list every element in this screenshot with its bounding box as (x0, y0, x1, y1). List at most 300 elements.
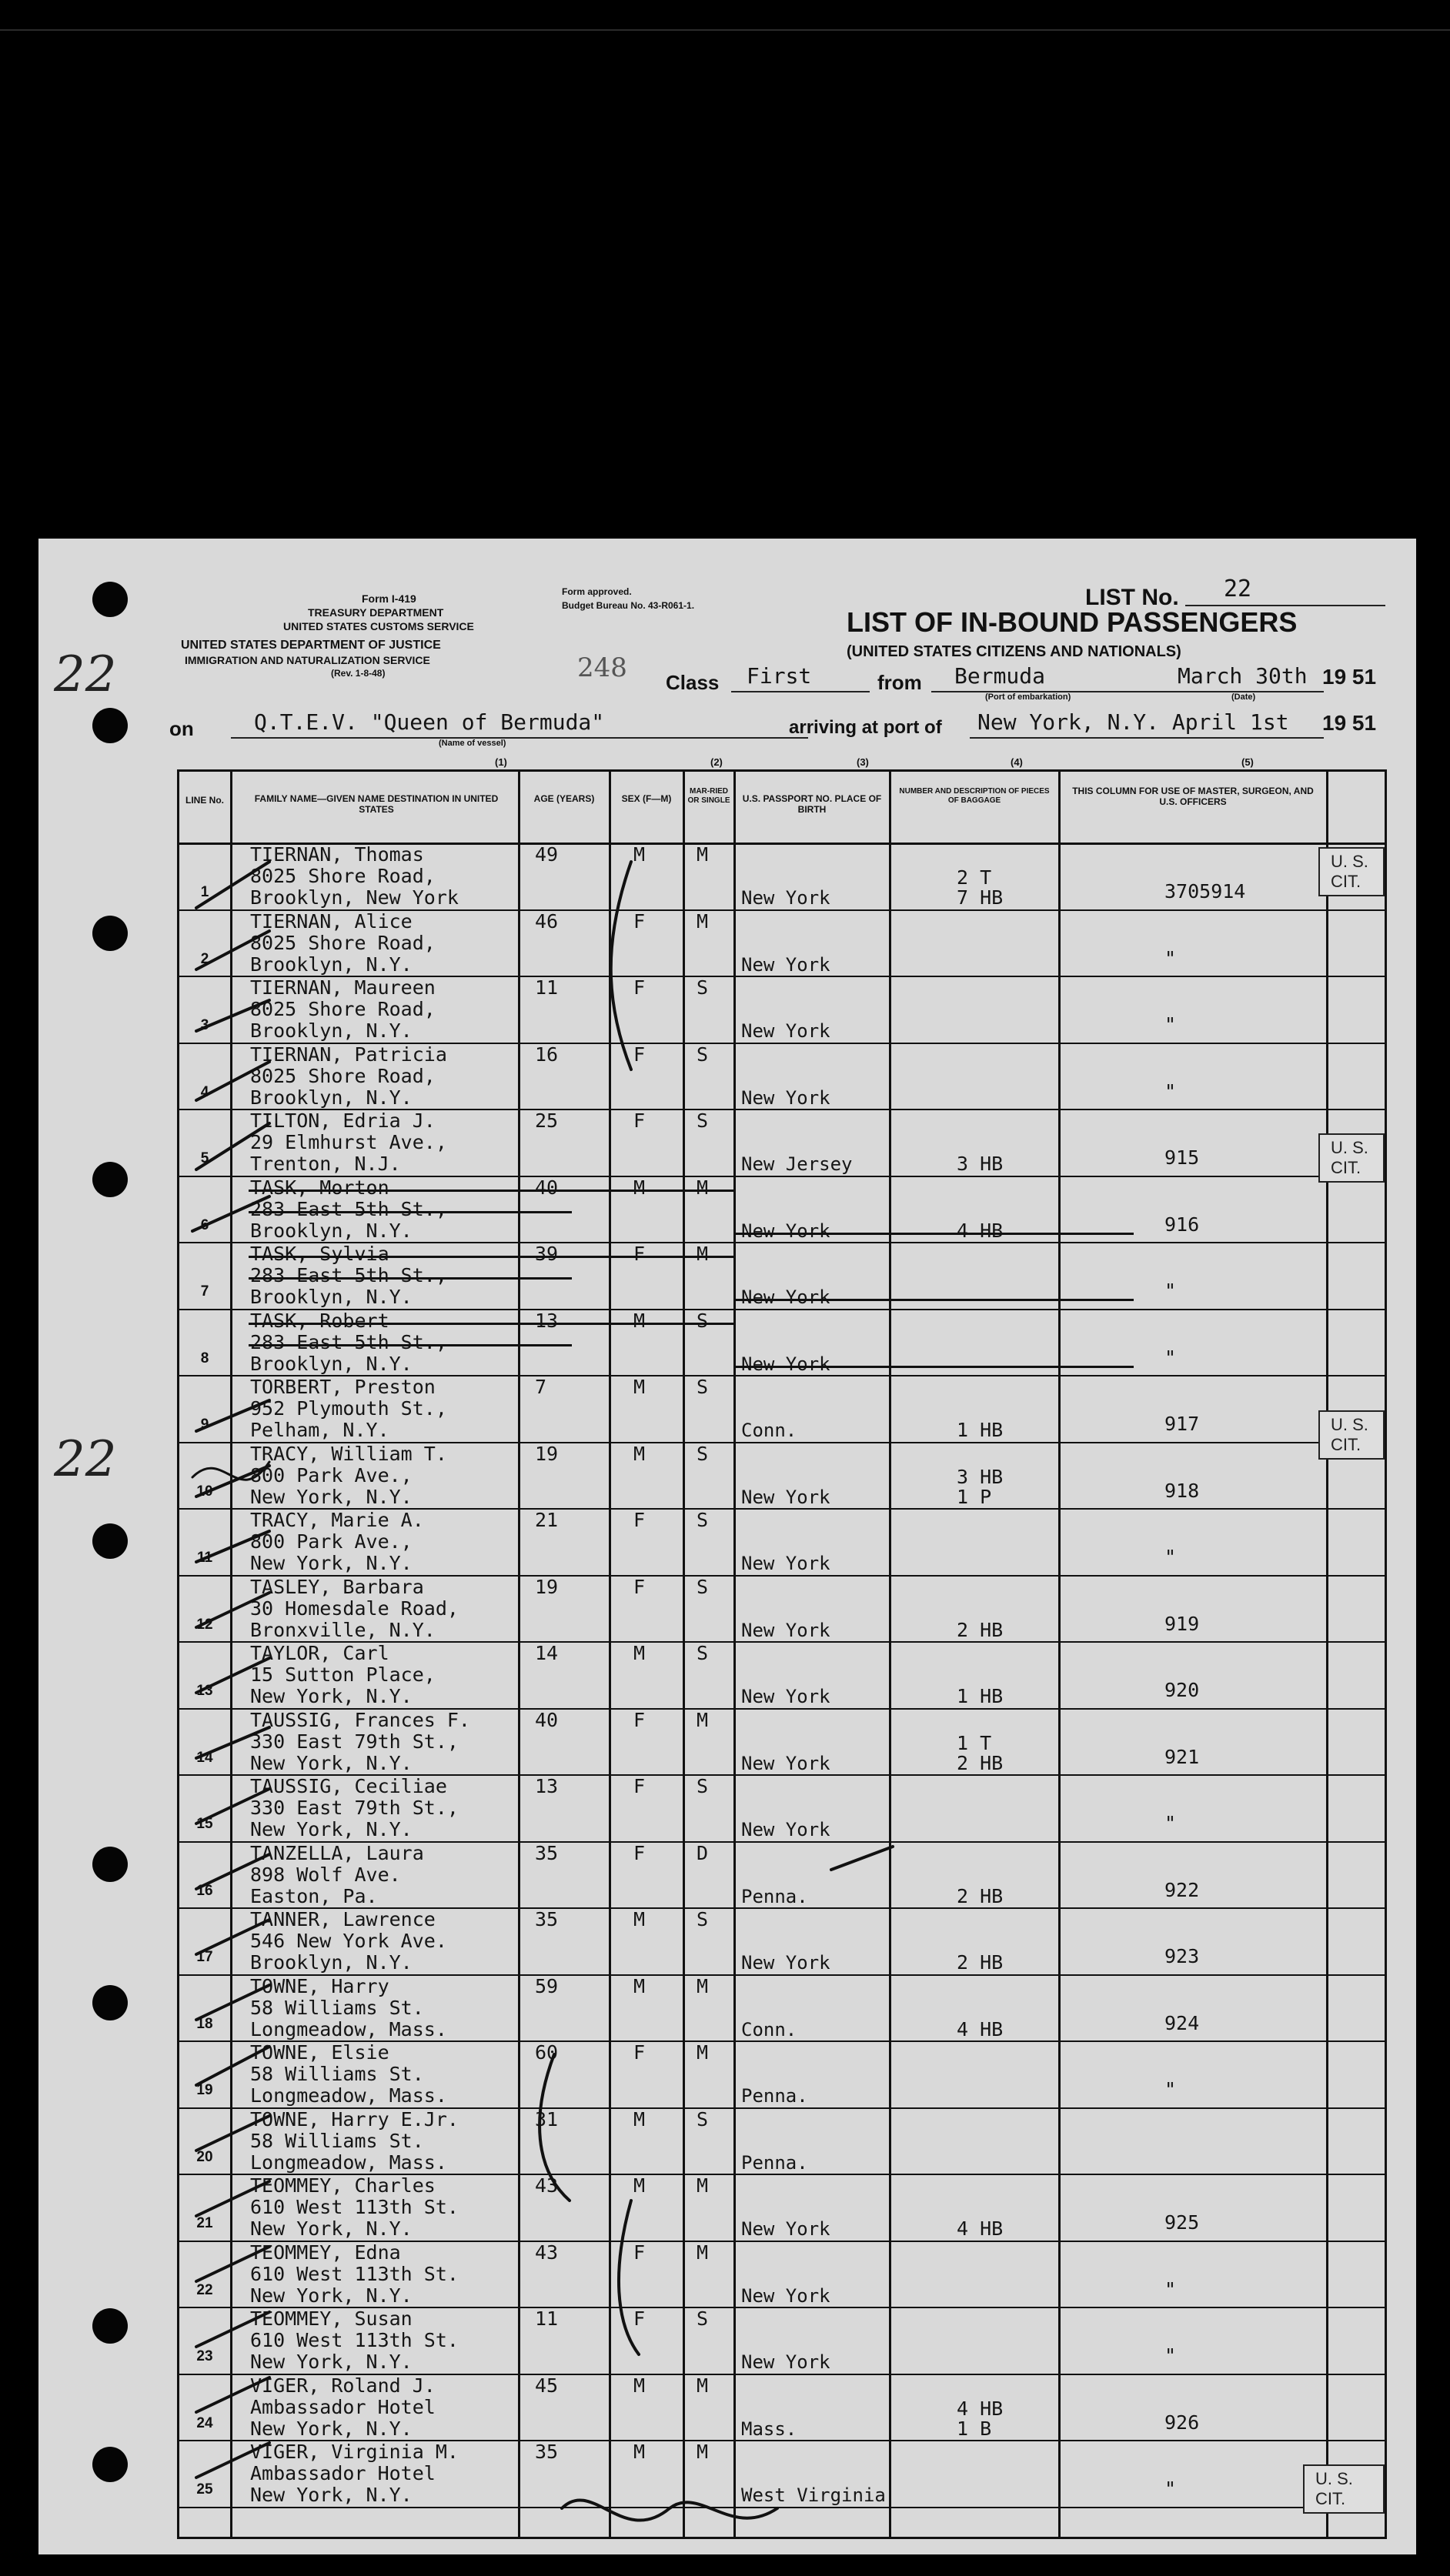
passenger-age: 35 (535, 2441, 559, 2463)
passenger-city: New York, N.Y. (250, 1751, 413, 1774)
from-value: Bermuda (954, 663, 1046, 689)
line-number: 13 (196, 1683, 213, 1699)
passenger-city: New York, N.Y. (250, 2484, 413, 2506)
passenger-marital: M (697, 2041, 709, 2064)
passenger-birthplace: Conn. (741, 2018, 797, 2040)
line-number: 9 (200, 1416, 209, 1433)
passenger-name: VIGER, Virginia M. (250, 2441, 459, 2463)
checkmark-icon (196, 2047, 269, 2085)
line-number: 25 (196, 2481, 213, 2498)
checkmark-icon (196, 2247, 269, 2281)
line-number: 8 (200, 1350, 209, 1366)
line-number: 15 (196, 1816, 213, 1832)
passenger-marital: M (697, 909, 709, 933)
passenger-age: 21 (535, 1509, 559, 1531)
passenger-sex: F (633, 1841, 646, 1864)
passenger-age: 11 (535, 2307, 559, 2330)
vessel-caption: (Name of vessel) (439, 739, 506, 748)
passenger-age: 49 (535, 843, 559, 866)
margin-note: 22 (54, 1431, 117, 1488)
passenger-street: 58 Williams St. (250, 2063, 424, 2085)
passenger-city: Brooklyn, N.Y. (250, 953, 413, 976)
passenger-street: 58 Williams St. (250, 1996, 424, 2019)
passenger-street: 8025 Shore Road, (250, 865, 436, 887)
officer-entry: " (1164, 1079, 1177, 1103)
list-no-label: LIST No. (1085, 585, 1179, 610)
baggage-line-2: 4 HB (957, 2017, 1004, 2040)
checkmark-icon (192, 1196, 269, 1231)
passenger-name: TASK, Morton (250, 1176, 389, 1199)
passenger-name: VIGER, Roland J. (250, 2374, 436, 2397)
column-number: (4) (1011, 756, 1023, 768)
passenger-street: 283 East 5th St., (250, 1197, 447, 1220)
passenger-marital: M (697, 1974, 709, 1997)
list-subtitle: (UNITED STATES CITIZENS AND NATIONALS) (847, 643, 1181, 660)
passenger-age: 13 (535, 1775, 559, 1797)
line-number: 23 (196, 2348, 213, 2364)
list-title: LIST OF IN-BOUND PASSENGERS (847, 606, 1298, 638)
passenger-age: 14 (535, 1642, 559, 1664)
passenger-sex: F (633, 1708, 646, 1731)
baggage-line-2: 2 HB (957, 1618, 1004, 1641)
officer-entry: 917 (1164, 1413, 1200, 1435)
passenger-name: TASK, Robert (250, 1309, 389, 1332)
passenger-marital: M (697, 2441, 709, 2463)
passenger-name: TANNER, Lawrence (250, 1908, 436, 1930)
passenger-age: 19 (535, 1575, 559, 1598)
passenger-city: New York, N.Y. (250, 1552, 413, 1574)
passenger-sex: F (633, 1043, 646, 1066)
passenger-birthplace: New York (741, 2218, 830, 2240)
passenger-city: Brooklyn, N.Y. (250, 1951, 413, 1974)
passenger-street: 952 Plymouth St., (250, 1397, 447, 1420)
passenger-name: TAUSSIG, Frances F. (250, 1708, 470, 1731)
col-head-name: FAMILY NAME—GIVEN NAME DESTINATION IN UNITED STATES (254, 793, 499, 815)
checkmark-icon (196, 1727, 269, 1758)
vessel-name: Q.T.E.V. "Queen of Bermuda" (254, 709, 605, 735)
passenger-marital: M (697, 2374, 709, 2397)
baggage-line-1: 3 HB (957, 1465, 1004, 1488)
passenger-street: 15 Sutton Place, (250, 1663, 436, 1686)
passenger-sex: F (633, 1509, 646, 1531)
passenger-marital: S (697, 1376, 709, 1398)
passenger-birthplace: New York (741, 1353, 830, 1375)
passenger-sex: M (633, 2374, 646, 2397)
passenger-city: Brooklyn, N.Y. (250, 1019, 413, 1042)
col-head-sex: SEX (F—M) (621, 793, 672, 804)
bracket-mark (619, 2201, 639, 2354)
officer-entry: 3705914 (1164, 880, 1246, 903)
officer-entry: " (1164, 1346, 1177, 1369)
passenger-age: 43 (535, 2241, 559, 2264)
passenger-marital: M (697, 1176, 709, 1199)
officer-entry: 920 (1164, 1679, 1200, 1701)
passenger-sex: F (633, 976, 646, 999)
signature-scrawl (562, 2500, 777, 2520)
passenger-age: 40 (535, 1176, 559, 1199)
handwritten-marks (38, 539, 1416, 2554)
passenger-sex: M (633, 1642, 646, 1664)
passenger-street: 29 Elmhurst Ave., (250, 1131, 447, 1153)
passenger-city: Trenton, N.J. (250, 1153, 401, 1175)
line-number: 18 (196, 2015, 213, 2032)
officer-entry: 915 (1164, 1146, 1200, 1169)
officer-entry: 921 (1164, 1745, 1200, 1768)
passenger-name: TOWNE, Harry (250, 1974, 389, 1997)
passenger-birthplace: Conn. (741, 1420, 797, 1441)
us-citizen-stamp: U. S. CIT. (1318, 1133, 1385, 1183)
passenger-age: 35 (535, 1841, 559, 1864)
passenger-name: TASK, Sylvia (250, 1243, 389, 1265)
passenger-street: 283 East 5th St., (250, 1330, 447, 1353)
passenger-birthplace: New York (741, 1286, 830, 1308)
passenger-marital: M (697, 2174, 709, 2197)
passenger-birthplace: New York (741, 1819, 830, 1840)
passenger-sex: M (633, 843, 646, 866)
passenger-birthplace: New York (741, 953, 830, 976)
passenger-sex: F (633, 1775, 646, 1797)
class-value: First (747, 663, 812, 689)
arriving-label: arriving at port of (789, 717, 942, 738)
passenger-city: New York, N.Y. (250, 2217, 413, 2240)
passenger-marital: S (697, 976, 709, 999)
checkmark-icon (196, 2312, 269, 2347)
passenger-street: 898 Wolf Ave. (250, 1863, 401, 1886)
line-number: 7 (200, 1283, 209, 1300)
passenger-birthplace: New York (741, 1486, 830, 1508)
passenger-age: 25 (535, 1109, 559, 1132)
baggage-line-2: 4 HB (957, 2217, 1004, 2240)
passenger-birthplace: Mass. (741, 2418, 797, 2440)
passenger-city: Brooklyn, N.Y. (250, 1286, 413, 1308)
line-number: 5 (200, 1150, 209, 1166)
officer-entry: " (1164, 1280, 1177, 1302)
line-number: 17 (196, 1949, 213, 1965)
us-citizen-stamp: U. S. CIT. (1303, 2464, 1385, 2514)
us-citizen-stamp: U. S. CIT. (1318, 1410, 1385, 1460)
passenger-city: New York, N.Y. (250, 2284, 413, 2307)
passenger-street: 330 East 79th St., (250, 1797, 459, 1819)
passenger-street: 330 East 79th St., (250, 1730, 459, 1753)
passenger-age: 35 (535, 1908, 559, 1930)
passenger-marital: M (697, 843, 709, 866)
passenger-name: TASLEY, Barbara (250, 1575, 424, 1598)
passenger-marital: S (697, 1908, 709, 1930)
officer-entry: " (1164, 946, 1177, 969)
checkmark-icon (196, 2181, 269, 2216)
checkmark-icon (196, 2443, 269, 2478)
passenger-birthplace: Penna. (741, 1885, 808, 1907)
passenger-name: TIERNAN, Thomas (250, 843, 424, 866)
passenger-marital: S (697, 2107, 709, 2131)
passenger-street: Ambassador Hotel (250, 2462, 436, 2484)
passenger-sex: M (633, 1176, 646, 1199)
agency-line-2: UNITED STATES CUSTOMS SERVICE (283, 620, 474, 632)
passenger-street: 610 West 113th St. (250, 2329, 459, 2351)
passenger-birthplace: New York (741, 2284, 830, 2307)
line-number: 22 (196, 2281, 213, 2298)
passenger-name: TILTON, Edria J. (250, 1109, 436, 1132)
stamp-number: 248 (577, 652, 627, 683)
baggage-line-2: 1 HB (957, 1685, 1004, 1707)
passenger-birthplace: New York (741, 2351, 830, 2373)
passenger-name: TEOMMEY, Susan (250, 2307, 413, 2330)
bracket-mark (540, 2054, 570, 2201)
checkmark-icon (196, 1854, 269, 1889)
passenger-city: New York, N.Y. (250, 1485, 413, 1508)
checkmark-icon (196, 1466, 269, 1497)
officer-entry: 919 (1164, 1612, 1200, 1635)
passenger-name: TEOMMEY, Charles (250, 2174, 436, 2197)
baggage-line-2: 2 HB (957, 1751, 1004, 1774)
passenger-birthplace: New York (741, 1020, 830, 1042)
depart-date: March 30th (1178, 663, 1308, 689)
passenger-city: Easton, Pa. (250, 1884, 378, 1907)
passenger-marital: M (697, 2241, 709, 2264)
col-head-passport: U.S. PASSPORT NO. PLACE OF BIRTH (742, 793, 882, 815)
passenger-age: 59 (535, 1974, 559, 1997)
margin-note: 22 (54, 646, 117, 703)
passenger-birthplace: New York (741, 1752, 830, 1774)
officer-entry: 916 (1164, 1213, 1200, 1236)
officer-entry: 923 (1164, 1945, 1200, 1967)
officer-entry: 922 (1164, 1878, 1200, 1901)
passenger-birthplace: Penna. (741, 2085, 808, 2107)
agency-line-3: UNITED STATES DEPARTMENT OF JUSTICE (181, 639, 441, 652)
passenger-city: Brooklyn, N.Y. (250, 1219, 413, 1242)
passenger-marital: S (697, 1642, 709, 1664)
baggage-line-2: 3 HB (957, 1153, 1004, 1175)
passenger-age: 11 (535, 976, 559, 999)
checkmark-icon (196, 1123, 269, 1170)
passenger-name: TRACY, William T. (250, 1442, 447, 1465)
checkmark-icon (196, 1062, 269, 1100)
bracket-mark (611, 862, 631, 1069)
passenger-street: 283 East 5th St., (250, 1264, 447, 1286)
checkmark-icon (196, 1531, 269, 1562)
passenger-street: 30 Homesdale Road, (250, 1597, 459, 1620)
passenger-marital: S (697, 1575, 709, 1598)
passenger-name: TIERNAN, Maureen (250, 976, 436, 999)
baggage-line-2: 1 B (957, 2417, 992, 2440)
port-embarkation-caption: (Port of embarkation) (985, 692, 1071, 702)
passenger-age: 31 (535, 2107, 559, 2131)
passenger-birthplace: New York (741, 1619, 830, 1641)
checkmark-icon (196, 1400, 269, 1431)
col-head-line-no: LINE No. (185, 795, 224, 806)
passenger-street: 8025 Shore Road, (250, 1064, 436, 1087)
col-head-baggage: NUMBER AND DESCRIPTION OF PIECES OF BAGGAGE (899, 787, 1050, 805)
passenger-sex: F (633, 909, 646, 933)
approval-line-2: Budget Bureau No. 43-R061-1. (562, 600, 695, 611)
checkmark-icon (196, 1593, 269, 1627)
passenger-age: 43 (535, 2174, 559, 2197)
checkmark-icon (196, 1920, 269, 1954)
passenger-sex: F (633, 2041, 646, 2064)
line-number: 2 (200, 950, 209, 967)
passenger-birthplace: New Jersey (741, 1153, 853, 1175)
line-number: 12 (196, 1616, 213, 1633)
col-head-age: AGE (YEARS) (533, 793, 595, 804)
passenger-marital: D (697, 1841, 709, 1864)
passenger-sex: F (633, 2307, 646, 2330)
line-number: 14 (196, 1749, 213, 1766)
class-label: Class (666, 671, 720, 694)
passenger-birthplace: New York (741, 1086, 830, 1109)
baggage-line-2: 4 HB (957, 1219, 1004, 1242)
approval-line-1: Form approved. (562, 586, 632, 597)
officer-entry: " (1164, 1812, 1177, 1834)
passenger-name: TORBERT, Preston (250, 1376, 436, 1398)
col-head-officers: THIS COLUMN FOR USE OF MASTER, SURGEON, AND U.S. OFFICERS (1072, 786, 1314, 807)
line-number: 19 (196, 2082, 213, 2098)
passenger-city: New York, N.Y. (250, 1685, 413, 1707)
line-number: 10 (196, 1483, 213, 1500)
passenger-marital: S (697, 1509, 709, 1531)
officer-entry: 918 (1164, 1479, 1200, 1502)
passenger-sex: F (633, 1575, 646, 1598)
on-label: on (169, 717, 194, 740)
column-number: (5) (1241, 756, 1254, 768)
passenger-street: 8025 Shore Road, (250, 998, 436, 1020)
passenger-city: Bronxville, N.Y. (250, 1618, 436, 1641)
passenger-city: New York, N.Y. (250, 1818, 413, 1840)
form-number: Form I-419 (362, 592, 416, 605)
line-number: 3 (200, 1017, 209, 1033)
passenger-city: Brooklyn, New York (250, 886, 459, 909)
passenger-street: Ambassador Hotel (250, 2395, 436, 2418)
officer-entry: " (1164, 1546, 1177, 1568)
passenger-marital: S (697, 1109, 709, 1132)
passenger-city: Brooklyn, N.Y. (250, 1352, 413, 1375)
baggage-line-1: 4 HB (957, 2397, 1004, 2420)
passenger-city: Pelham, N.Y. (250, 1419, 389, 1441)
column-number: (3) (857, 756, 869, 768)
line-number: 21 (196, 2215, 213, 2231)
passenger-city: Longmeadow, Mass. (250, 2151, 447, 2174)
line-number: 20 (196, 2148, 213, 2165)
officer-entry: " (1164, 1013, 1177, 1036)
passenger-age: 16 (535, 1043, 559, 1066)
passenger-marital: S (697, 1775, 709, 1797)
baggage-line-2: 2 HB (957, 1951, 1004, 1974)
checkmark-icon (196, 1658, 269, 1693)
passenger-birthplace: New York (741, 887, 830, 909)
passenger-sex: M (633, 1974, 646, 1997)
us-citizen-stamp: U. S. CIT. (1318, 847, 1385, 896)
passenger-marital: M (697, 1243, 709, 1265)
passenger-sex: M (633, 1309, 646, 1332)
list-no-value: 22 (1224, 576, 1252, 602)
passenger-city: Brooklyn, N.Y. (250, 1086, 413, 1109)
officer-entry: " (1164, 2277, 1177, 2301)
pen-stroke (831, 1847, 893, 1870)
passenger-birthplace: New York (741, 1553, 830, 1574)
passenger-street: 610 West 113th St. (250, 2262, 459, 2285)
officer-entry: " (1164, 2078, 1177, 2101)
checkmark-icon (196, 1000, 269, 1031)
passenger-birthplace: New York (741, 1952, 830, 1974)
passenger-marital: S (697, 1309, 709, 1332)
passenger-name: TIERNAN, Alice (250, 909, 413, 933)
passenger-age: 19 (535, 1442, 559, 1465)
line-number: 11 (196, 1550, 213, 1566)
line-number: 24 (196, 2414, 213, 2431)
passenger-birthplace: Penna. (741, 2151, 808, 2174)
passenger-name: TIERNAN, Patricia (250, 1043, 447, 1066)
passenger-sex: M (633, 2107, 646, 2131)
passenger-name: TANZELLA, Laura (250, 1841, 424, 1864)
passenger-birthplace: New York (741, 1686, 830, 1707)
baggage-line-1: 2 T (957, 866, 992, 889)
passenger-age: 40 (535, 1708, 559, 1731)
from-label: from (877, 671, 922, 694)
passenger-age: 13 (535, 1309, 559, 1332)
depart-year: 19 51 (1322, 665, 1377, 689)
passenger-street: 610 West 113th St. (250, 2196, 459, 2218)
passenger-age: 60 (535, 2041, 559, 2064)
passenger-age: 45 (535, 2374, 559, 2397)
passenger-name: TOWNE, Harry E.Jr. (250, 2107, 459, 2131)
officer-entry: " (1164, 2478, 1177, 2500)
officer-entry: " (1164, 2344, 1177, 2367)
passenger-marital: S (697, 1043, 709, 1066)
passenger-street: 8025 Shore Road, (250, 931, 436, 954)
column-number: (2) (710, 756, 723, 768)
passenger-street: 800 Park Ave., (250, 1463, 413, 1487)
passenger-age: 7 (535, 1376, 547, 1398)
passenger-name: TOWNE, Elsie (250, 2041, 389, 2064)
passenger-name: TEOMMEY, Edna (250, 2241, 401, 2264)
passenger-city: Longmeadow, Mass. (250, 2017, 447, 2040)
line-number: 6 (200, 1216, 209, 1233)
passenger-city: New York, N.Y. (250, 2351, 413, 2373)
officer-entry: 925 (1164, 2211, 1200, 2234)
passenger-birthplace: West Virginia (741, 2484, 886, 2506)
passenger-name: TAYLOR, Carl (250, 1642, 389, 1664)
column-number: (1) (495, 756, 507, 768)
passenger-marital: S (697, 2307, 709, 2330)
passenger-name: TRACY, Marie A. (250, 1509, 424, 1531)
line-number: 16 (196, 1882, 213, 1899)
officer-entry: 926 (1164, 2411, 1200, 2434)
top-scan-edge (0, 29, 1450, 31)
checkmark-icon (196, 2116, 269, 2151)
checkmark-icon (196, 862, 269, 908)
arrival-year: 19 51 (1322, 711, 1377, 735)
date-caption: (Date) (1231, 692, 1256, 702)
baggage-line-2: 1 HB (957, 1419, 1004, 1441)
passenger-city: New York, N.Y. (250, 2417, 413, 2440)
line-number: 1 (200, 884, 209, 900)
passenger-sex: M (633, 2441, 646, 2463)
passenger-name: TAUSSIG, Ceciliae (250, 1775, 447, 1797)
checkmark-icon (196, 1789, 269, 1824)
agency-line-1: TREASURY DEPARTMENT (308, 606, 444, 619)
col-head-married: MAR-RIED OR SINGLE (687, 787, 730, 805)
baggage-line-2: 7 HB (957, 886, 1004, 909)
form-revision: (Rev. 1-8-48) (331, 668, 386, 679)
baggage-line-2: 1 P (957, 1485, 992, 1508)
passenger-birthplace: New York (741, 1220, 830, 1242)
manifest-sheet (38, 539, 1416, 2554)
passenger-marital: M (697, 1708, 709, 1731)
passenger-age: 46 (535, 909, 559, 933)
passenger-city: Longmeadow, Mass. (250, 2084, 447, 2107)
checkmark-icon (196, 2377, 269, 2412)
baggage-line-2: 2 HB (957, 1884, 1004, 1907)
arrival-port: New York, N.Y. April 1st (977, 709, 1289, 735)
